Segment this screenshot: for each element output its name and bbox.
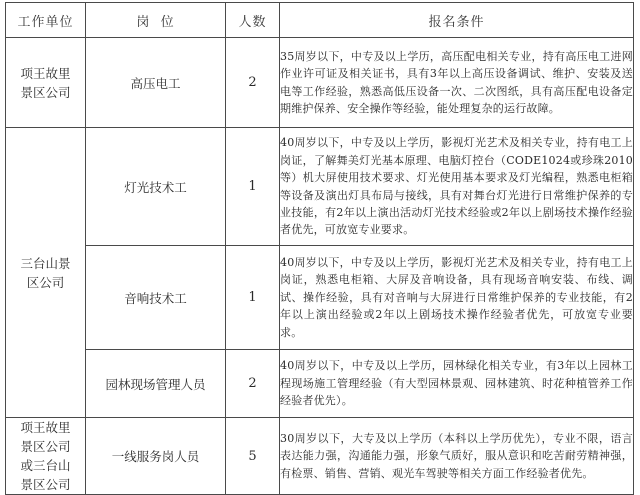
count-cell: 5 [226, 418, 280, 495]
header-row [6, 3, 634, 38]
unit-cell [6, 418, 86, 495]
header-unit: 工作单位 [6, 3, 86, 38]
table-row [6, 418, 634, 495]
header-requirements: 报名条件 [280, 3, 634, 38]
count-cell: 2 [226, 350, 280, 418]
position-cell: 音响技术工 [86, 246, 226, 350]
header-position: 岗 位 [86, 3, 226, 38]
table-row [6, 128, 634, 246]
count-cell: 1 [226, 246, 280, 350]
position-cell: 一线服务岗人员 [86, 418, 226, 495]
unit-cell [6, 38, 86, 128]
unit-label: 项王故里景区公司 [20, 65, 71, 100]
recruitment-table [5, 2, 634, 495]
unit-label: 项王故里景区公司或三台山景区公司 [20, 420, 71, 492]
table-row [6, 38, 634, 128]
position-cell: 灯光技术工 [86, 128, 226, 246]
position-cell: 高压电工 [86, 38, 226, 128]
position-cell: 园林现场管理人员 [86, 350, 226, 418]
requirements-cell: 40周岁以下，中专及以上学历，影视灯光艺术及相关专业，持有电工上岗证，熟悉电柜箱、大屏及音响设备，具有现场音响安装、布线、调试、操作经验，具有对音响与大屏进行日常维护保养的专业技能，有2年以上演出经验或2年以上剧场技术操作经验者优先，可放宽专业要求。 [280, 246, 634, 350]
count-cell: 2 [226, 38, 280, 128]
requirements-cell: 40周岁以下，中专及以上学历，影视灯光艺术及相关专业，持有电工上岗证，了解舞美灯光基本原理、电脑灯控台（CODE1024或珍珠2010等）机大屏使用技术要求、灯光使用基本要求及灯光编程，熟悉电柜箱等设备及演出灯具布局与接线，具有对舞台灯光进行日常维护保养的专业技能，有2年以上演出活动灯光技术经验或2年以上剧场技术操作经验者优先，可放宽专业要求。 [280, 128, 634, 246]
count-cell: 1 [226, 128, 280, 246]
table-row [6, 350, 634, 418]
unit-label: 三台山景区公司 [20, 255, 71, 290]
requirements-cell: 35周岁以下，中专及以上学历，高压配电相关专业，持有高压电工进网作业许可证及相关证书，具有3年以上高压设备调试、维护、安装及送电等工作经验，熟悉高低压设备一次、二次图纸，具有高压配电设备定期维护保养、安全操作等经验，能处理复杂的运行故障。 [280, 38, 634, 128]
requirements-cell: 30周岁以下，大专及以上学历（本科以上学历优先），专业不限，语言表达能力强，沟通能力强，形象气质好，服从意识和吃苦耐劳精神强，有检票、销售、营销、观光车驾驶等相关方面工作经验者优先。 [280, 418, 634, 495]
unit-cell [6, 128, 86, 418]
requirements-cell: 40周岁以下，中专及以上学历，园林绿化相关专业，有3年以上园林工程现场施工管理经验（有大型园林景观、园林建筑、时花种植管养工作经验者优先）。 [280, 350, 634, 418]
header-count: 人数 [226, 3, 280, 38]
table-row [6, 246, 634, 350]
